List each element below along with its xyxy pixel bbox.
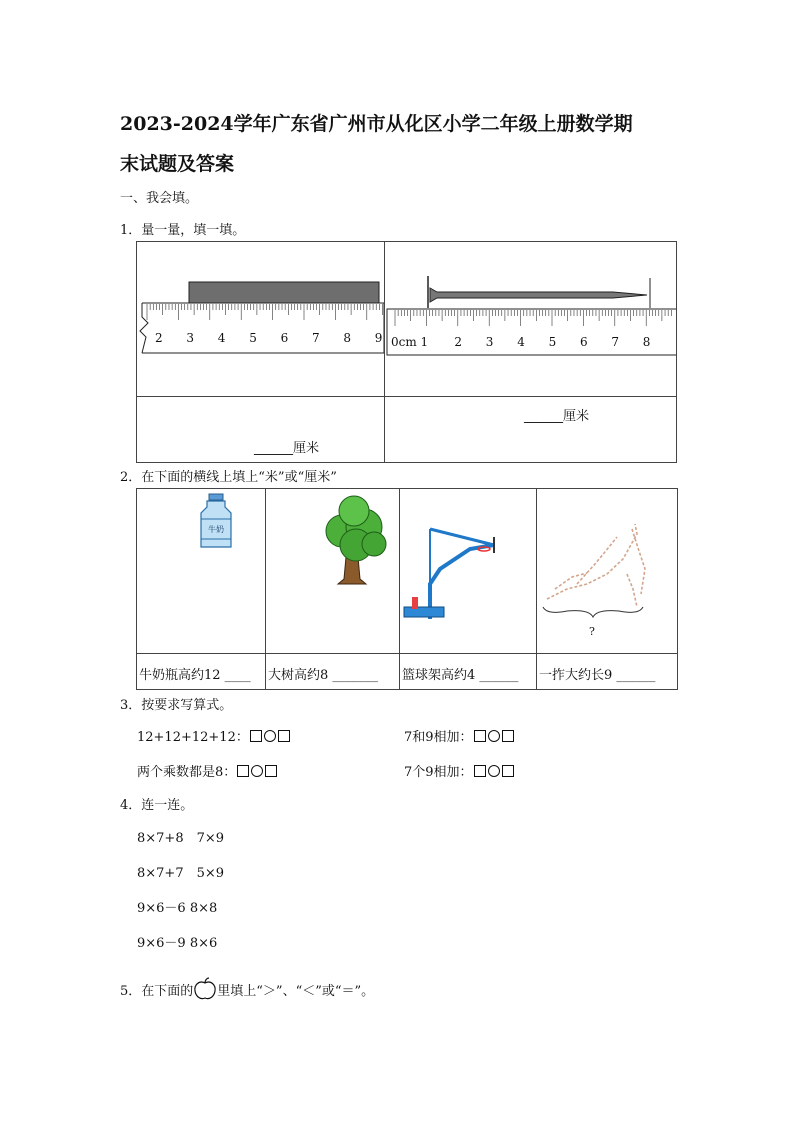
- answer-box[interactable]: [474, 730, 486, 742]
- ruler-label: 7: [312, 331, 320, 345]
- answer-box[interactable]: [502, 730, 514, 742]
- ruler-label: 6: [580, 335, 588, 349]
- ruler-label: 8: [343, 331, 352, 345]
- ruler-label: 2: [155, 331, 163, 345]
- question-1-text: 1．量一量，填一填。: [120, 223, 246, 238]
- tree-blank[interactable]: 大树高约8 _______: [268, 668, 378, 683]
- q3-item-1: [137, 726, 291, 745]
- answer-blank-left[interactable]: ______厘米: [254, 441, 320, 456]
- ruler-label: 5: [548, 335, 557, 349]
- hoop-blank[interactable]: 篮球架高约4 ______: [402, 668, 519, 683]
- matching-line-1: 8×7+8 7×9: [137, 831, 225, 846]
- q3-item-1-label: 12+12+12+12：: [137, 730, 249, 745]
- ruler-label: 3: [485, 335, 494, 349]
- question-5-text: [120, 977, 374, 1001]
- hand-answer-cell: [537, 654, 678, 690]
- title-line-1: 2023-2024学年广东省广州市从化区小学二年级上册数学期: [120, 113, 633, 135]
- q3-item-4: [404, 761, 515, 780]
- operator-circle[interactable]: [251, 765, 263, 777]
- bottle-cell: [137, 489, 266, 654]
- q3-item-4-label: 7个9相加：: [404, 765, 473, 780]
- ruler-label: 6: [280, 331, 289, 345]
- q5-text-after: 里填上“＞”、“＜”或“＝”。: [217, 984, 375, 999]
- question-1-table: [136, 241, 677, 463]
- q3-item-2-label: 7和9相加：: [404, 730, 473, 745]
- tree-icon: [266, 489, 399, 649]
- bottle-label: 牛奶: [208, 525, 224, 534]
- ruler-label: 7: [611, 335, 620, 349]
- answer-box[interactable]: [502, 765, 514, 777]
- hand-cell: [537, 489, 678, 654]
- answer-box[interactable]: [250, 730, 262, 742]
- ruler-label: 9: [374, 331, 383, 345]
- answer-box[interactable]: [265, 765, 277, 777]
- hand-question-mark: ?: [589, 625, 595, 638]
- operator-circle[interactable]: [488, 765, 500, 777]
- ruler-label: 3: [186, 331, 195, 345]
- milk-answer-cell: [137, 654, 266, 690]
- ruler-label: 2: [454, 335, 463, 349]
- document-title: [120, 104, 700, 184]
- hand-span-blank[interactable]: 一拃大约长9 ______: [539, 668, 656, 683]
- ruler-label: 4: [517, 335, 525, 349]
- hoop-answer-cell: [400, 654, 537, 690]
- apple-icon: [193, 977, 217, 1001]
- operator-circle[interactable]: [264, 730, 276, 742]
- ruler-cell-left: [137, 242, 385, 397]
- title-line-2: 末试题及答案: [120, 153, 235, 175]
- ruler-label: 8: [642, 335, 651, 349]
- ruler-cell-right: [385, 242, 677, 397]
- question-2-table: [136, 488, 678, 690]
- question-4-text: 4．连一连。: [120, 798, 194, 813]
- basketball-hoop-icon: [400, 489, 536, 649]
- q3-item-3-label: 两个乘数都是8：: [137, 765, 237, 780]
- hoop-cell: [400, 489, 537, 654]
- q5-text-before: 5．在下面的: [120, 984, 194, 999]
- milk-bottle-blank[interactable]: 牛奶瓶高约12 ____: [139, 668, 251, 683]
- answer-box[interactable]: [474, 765, 486, 777]
- ruler-label: 4: [217, 331, 226, 345]
- ruler-with-bar-illustration: [137, 242, 384, 392]
- q3-item-3: [137, 761, 278, 780]
- answer-cell-left: [137, 397, 385, 463]
- ruler-label: 5: [249, 331, 257, 345]
- answer-blank-right[interactable]: ______厘米: [524, 409, 590, 424]
- tree-answer-cell: [266, 654, 400, 690]
- answer-box[interactable]: [278, 730, 290, 742]
- matching-line-2: 8×7+7 5×9: [137, 866, 225, 881]
- matching-line-4: 9×6－9 8×6: [137, 936, 218, 951]
- hand-span-icon: [537, 489, 677, 649]
- ruler-with-nail-illustration: [385, 242, 676, 392]
- q3-item-2: [404, 726, 515, 745]
- ruler-label: 0cm 1: [391, 335, 429, 349]
- answer-cell-right: [385, 397, 677, 463]
- question-3-text: 3．按要求写算式。: [120, 698, 233, 713]
- section-heading: 一、我会填。: [120, 191, 199, 206]
- operator-circle[interactable]: [488, 730, 500, 742]
- milk-bottle-icon: [137, 489, 265, 649]
- matching-line-3: 9×6－6 8×8: [137, 901, 218, 916]
- answer-box[interactable]: [237, 765, 249, 777]
- tree-cell: [266, 489, 400, 654]
- question-2-text: 2．在下面的横线上填上“米”或“厘米”: [120, 470, 337, 485]
